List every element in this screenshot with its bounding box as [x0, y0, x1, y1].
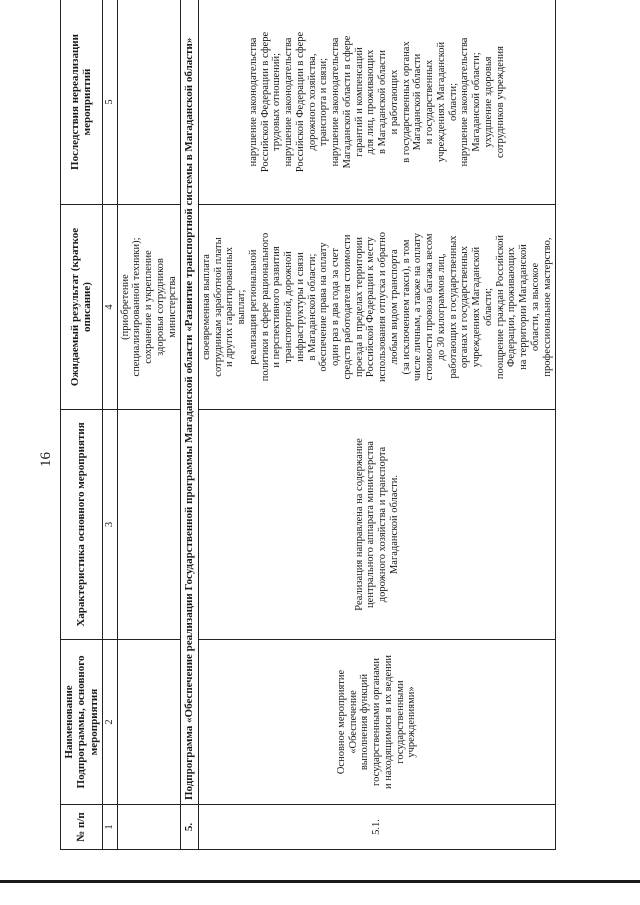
- text-line: Основное мероприятие «Обеспечение: [335, 669, 359, 775]
- text-line: поощрение граждан Российской: [494, 234, 506, 380]
- measure-name: [198, 640, 556, 805]
- measure-characteristic: [198, 410, 556, 640]
- subprogram-title: Подпрограмма «Обеспечение реализации Государственной программы Магаданской области «Развитие транспортной системы в Магаданской области»: [181, 0, 198, 805]
- text-line: на территории Магаданской: [518, 244, 529, 370]
- text-line: любым видом транспорта: [388, 249, 400, 365]
- text-line: и других гарантированных: [224, 247, 236, 367]
- index-cell: 3: [102, 410, 117, 640]
- text-line: государственными учреждениями»: [394, 680, 418, 764]
- text-line: специализированной техники);: [131, 237, 143, 377]
- text-line: министерства: [166, 276, 178, 338]
- text-line: числе личным, а также на оплату: [412, 232, 424, 382]
- text-line: области, за высокое: [529, 262, 541, 352]
- text-line: здоровья сотрудников: [154, 258, 166, 356]
- row-number: 5.1.: [198, 805, 556, 850]
- text-line: средств работодателя стоимости: [341, 234, 353, 380]
- text-line: реализация региональной: [247, 249, 259, 365]
- header-consequences: Последствия нереализации мероприятий: [61, 0, 103, 205]
- text-line: области;: [482, 287, 494, 327]
- measures-table: [60, 0, 556, 850]
- row-5-1: [198, 0, 556, 850]
- text-line: в Магаданской области;: [306, 253, 318, 361]
- measure-consequences: [198, 0, 556, 205]
- text-line: Магаданской области: [412, 53, 424, 151]
- measure-result: [198, 205, 556, 410]
- index-row: [102, 0, 117, 850]
- text-line: Магаданской области;: [471, 52, 482, 152]
- text-line: проезда в пределах территории: [353, 237, 365, 377]
- text-line: ухудшение здоровья: [482, 56, 494, 148]
- text-line: сотрудников учреждения: [494, 46, 506, 158]
- text-line: политики в сфере рационального: [259, 232, 271, 382]
- text-line: Федерации, проживающих: [506, 247, 518, 367]
- text-line: Магаданской области.: [388, 474, 400, 575]
- text-line: транспорта и связи;: [318, 57, 330, 147]
- text-line: своевременная выплата: [200, 254, 212, 360]
- subprogram-row: [181, 0, 198, 850]
- text-line: дорожного хозяйства и транспорта: [377, 446, 388, 603]
- text-line: нарушение законодательства: [247, 37, 259, 167]
- text-line: транспортной, дорожной: [283, 251, 294, 363]
- text-line: Магаданской области в сфере: [341, 35, 353, 169]
- text-line: стоимости провоза багажа весом: [424, 233, 435, 381]
- text-line: использования отпуска и обратно: [377, 232, 388, 382]
- text-line: нарушение законодательства: [283, 37, 294, 167]
- header-row: [61, 0, 103, 850]
- text-line: инфраструктуры и связи: [294, 252, 306, 362]
- text-line: учреждениях Магаданской: [471, 246, 482, 368]
- index-cell: 5: [102, 0, 117, 205]
- text-line: Российской Федерации к месту: [365, 236, 377, 378]
- text-line: области;: [447, 82, 459, 122]
- text-line: и перспективного развития: [271, 246, 283, 368]
- text-line: до 30 килограммов лиц,: [435, 253, 447, 361]
- text-line: учреждениях Магаданской: [435, 41, 447, 163]
- text-line: Российской Федерации в сфере: [294, 31, 306, 173]
- text-line: один раз в два года за счет: [330, 248, 341, 366]
- subprogram-number: 5.: [181, 805, 198, 850]
- header-characteristic: Характеристика основного мероприятия: [61, 410, 103, 640]
- text-line: и работающих: [388, 69, 400, 135]
- text-line: для лиц, проживающих: [365, 49, 377, 155]
- text-line: органах и государственных: [459, 245, 471, 369]
- text-line: трудовых отношений;: [271, 53, 283, 151]
- text-line: и находящимися в их ведении: [382, 655, 394, 789]
- index-cell: 4: [102, 205, 117, 410]
- header-number: № п/п: [61, 805, 103, 850]
- index-cell: 2: [102, 640, 117, 805]
- text-line: центрального аппарата министерства: [365, 441, 377, 608]
- text-line: в государственных органах: [400, 41, 412, 163]
- text-line: выплат;: [236, 289, 247, 325]
- text-line: Реализация направлена на содержание: [353, 438, 365, 611]
- text-line: сохранение и укрепление: [143, 250, 155, 364]
- text-line: обеспечение права на оплату: [318, 242, 330, 372]
- text-line: государственными органами: [371, 658, 383, 786]
- header-result: Ожидаемый результат (краткое описание): [61, 205, 103, 410]
- text-line: (за исключением такси), в том: [400, 239, 412, 375]
- text-line: гарантий и компенсаций: [353, 47, 365, 157]
- text-line: сотрудникам заработной платы: [212, 237, 224, 377]
- text-line: нарушение законодательства: [459, 37, 471, 167]
- text-line: Российской Федерации в сфере: [259, 31, 271, 173]
- text-line: работающих в государственных: [447, 235, 459, 379]
- text-line: нарушение законодательства: [330, 37, 341, 167]
- index-cell: 1: [102, 805, 117, 850]
- text-line: выполнения функций: [359, 673, 371, 771]
- text-line: и государственных: [424, 59, 435, 145]
- page-number: 16: [38, 452, 54, 467]
- continuation-row: [117, 0, 181, 850]
- scan-edge-line: [0, 880, 640, 883]
- text-line: профессиональное мастерство,: [541, 237, 553, 377]
- text-line: (приобретение: [119, 274, 131, 340]
- text-line: в Магаданской области: [377, 50, 388, 154]
- text-line: дорожного хозяйства,: [306, 53, 318, 151]
- continuation-result: [117, 205, 181, 410]
- header-name: Наименование Подпрограммы, основного мероприятия: [61, 640, 103, 805]
